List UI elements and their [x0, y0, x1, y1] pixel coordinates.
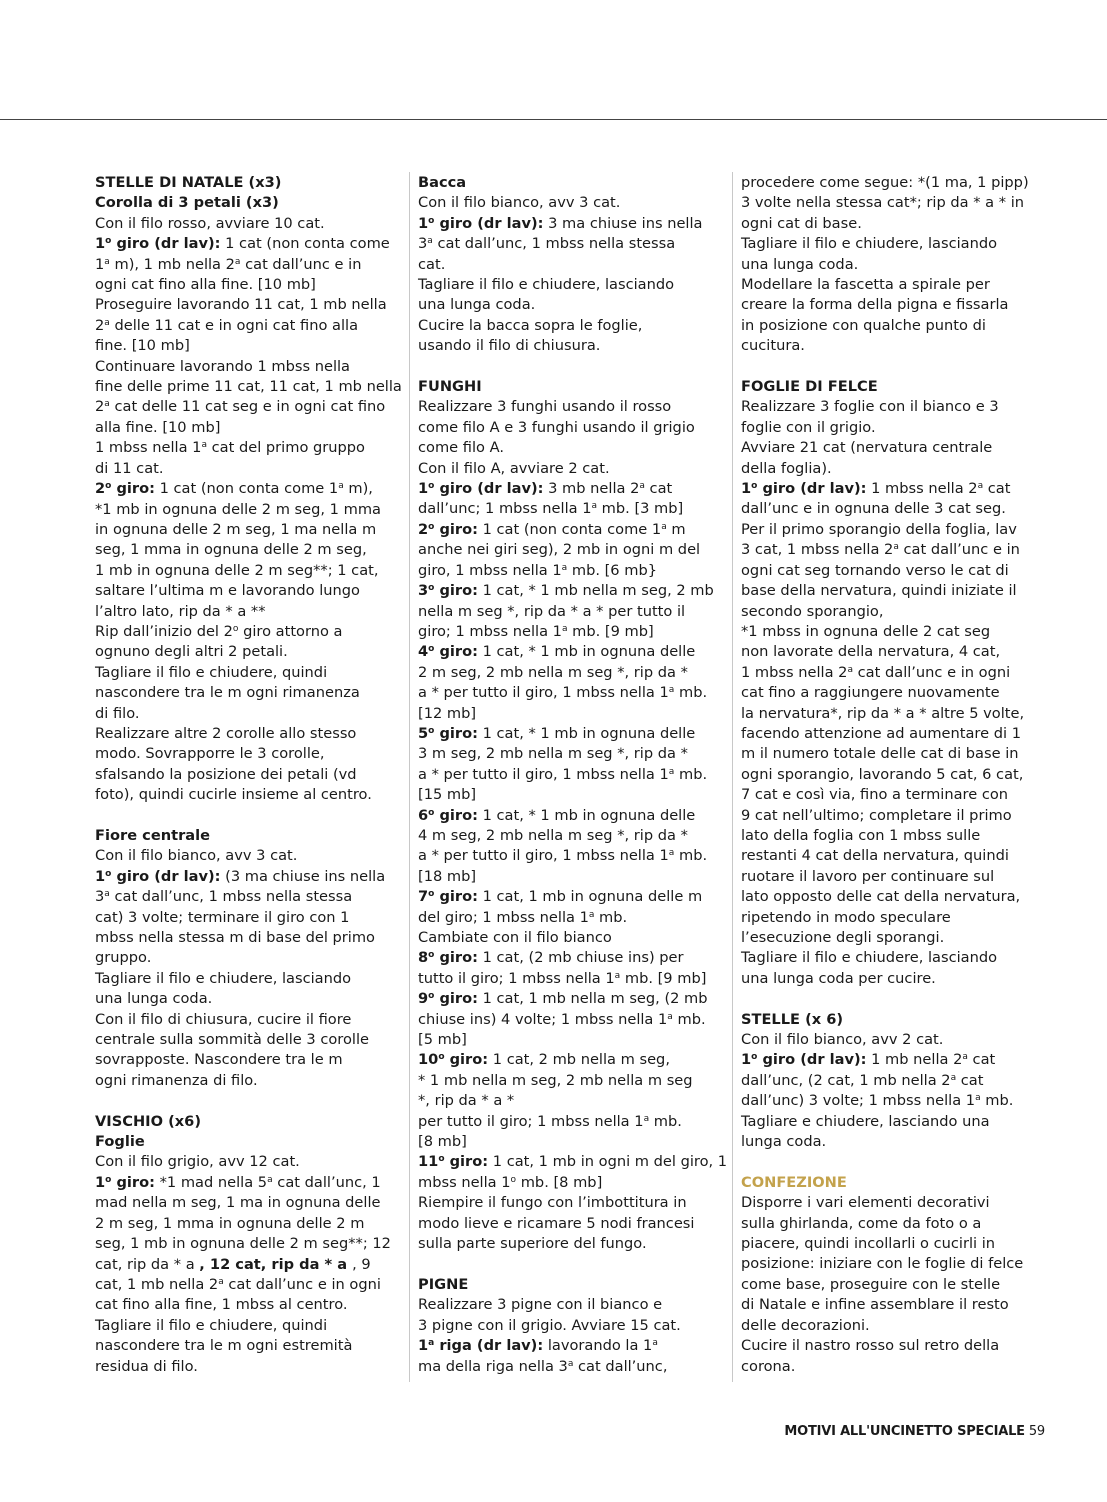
text-line: Tagliare il filo e chiudere, lasciando: [741, 949, 998, 967]
text-line: alla fine. [10 mb]: [95, 418, 221, 436]
text-line: 1 mb in ognuna delle 2 m seg**; 1 cat,: [95, 561, 379, 579]
text-line: 6$^o$ giro: 1 cat, * 1 mb in ognuna delle: [418, 806, 696, 824]
text-line: STELLE (x 6): [741, 1010, 844, 1028]
text-line: 1$^o$ giro (dr lav): (3 ma chiuse ins nella: [95, 867, 386, 885]
text-line: ogni cat di base.: [741, 214, 862, 232]
text-line: per tutto il giro; 1 mbss nella 1$^a$ mb.: [418, 1112, 682, 1130]
text-line: 4 m seg, 2 mb nella m seg *, rip da *: [418, 826, 688, 844]
text-line: una lunga coda.: [418, 296, 536, 314]
text-line: 1$^o$ giro (dr lav): 1 cat (non conta come: [95, 235, 390, 253]
text-line: 1$^a$ riga (dr lav): lavorando la 1$^a$: [418, 1337, 658, 1355]
text-line: lato della foglia con 1 mbss sulle: [741, 826, 981, 844]
text-line: centrale sulla sommità delle 3 corolle: [95, 1031, 369, 1049]
text-line: del giro; 1 mbss nella 1$^a$ mb.: [418, 908, 628, 926]
text-line: piacere, quindi incollarli o cucirli in: [741, 1235, 996, 1253]
text-line: Con il filo bianco, avv 3 cat.: [95, 847, 298, 865]
text-column-3: [741, 173, 1061, 1377]
text-line: Cucire il nastro rosso sul retro della: [741, 1337, 1000, 1355]
text-line: posizione: iniziare con le foglie di felce: [741, 1255, 1024, 1273]
text-line: ogni cat seg tornando verso le cat di: [741, 561, 1009, 579]
paragraph-gap: [741, 1152, 1061, 1172]
text-line: cat fino a raggiungere nuovamente: [741, 684, 1000, 702]
text-line: Con il filo A, avviare 2 cat.: [418, 459, 610, 477]
text-line: dall’unc) 3 volte; 1 mbss nella 1$^a$ mb.: [741, 1092, 1014, 1110]
text-line: Proseguire lavorando 11 cat, 1 mb nella: [95, 296, 387, 314]
text-line: sulla ghirlanda, come da foto o a: [741, 1214, 982, 1232]
text-line: Fiore centrale: [95, 826, 211, 844]
text-line: 3$^a$ cat dall’unc, 1 mbss nella stessa: [418, 235, 676, 253]
text-line: 1$^o$ giro (dr lav): 3 mb nella 2$^a$ cat: [418, 480, 673, 498]
text-line: secondo sporangio,: [741, 602, 884, 620]
text-line: 3 m seg, 2 mb nella m seg *, rip da *: [418, 745, 688, 763]
text-line: ripetendo in modo speculare: [741, 908, 951, 926]
text-line: cucitura.: [741, 337, 805, 355]
text-line: Cambiate con il filo bianco: [418, 929, 612, 947]
text-line: 10$^o$ giro: 1 cat, 2 mb nella m seg,: [418, 1051, 670, 1069]
text-line: come filo A e 3 funghi usando il grigio: [418, 418, 695, 436]
text-line: mbss nella 1$^o$ mb. [8 mb]: [418, 1173, 603, 1191]
text-line: *1 mbss in ognuna delle 2 cat seg: [741, 622, 991, 640]
top-rule: [0, 119, 1107, 120]
text-line: Realizzare altre 2 corolle allo stesso: [95, 724, 357, 742]
text-line: 2$^o$ giro: 1 cat (non conta come 1$^a$ m),: [95, 480, 373, 498]
text-line: usando il filo di chiusura.: [418, 337, 601, 355]
text-line: una lunga coda.: [741, 255, 859, 273]
text-line: 3 cat, 1 mbss nella 2$^a$ cat dall’unc e in: [741, 541, 1020, 559]
text-line: seg, 1 mb in ognuna delle 2 m seg**; 12: [95, 1235, 391, 1253]
text-line: corona.: [741, 1357, 796, 1375]
text-line: sovrapposte. Nascondere tra le m: [95, 1051, 343, 1069]
text-line: 1$^o$ giro (dr lav): 1 mb nella 2$^a$ cat: [741, 1051, 996, 1069]
text-line: *1 mb in ognuna delle 2 m seg, 1 mma: [95, 500, 381, 518]
text-line: Tagliare il filo e chiudere, lasciando: [418, 276, 675, 294]
text-line: la nervatura*, rip da * a * altre 5 volte,: [741, 704, 1025, 722]
text-line: lato opposto delle cat della nervatura,: [741, 888, 1021, 906]
text-line: [12 mb]: [418, 704, 477, 722]
page-number: 59: [1028, 1424, 1045, 1439]
text-line: dall’unc, (2 cat, 1 mb nella 2$^a$ cat: [741, 1071, 984, 1089]
text-line: Corolla di 3 petali (x3): [95, 194, 279, 212]
text-line: Tagliare il filo e chiudere, quindi: [95, 1316, 328, 1334]
text-line: [8 mb]: [418, 1133, 467, 1151]
text-line: gruppo.: [95, 949, 152, 967]
text-line: Tagliare e chiudere, lasciando una: [741, 1112, 990, 1130]
magazine-name: MOTIVI ALL'UNCINETTO SPECIALE: [784, 1424, 1025, 1439]
text-line: ogni rimanenza di filo.: [95, 1071, 258, 1089]
text-line: giro; 1 mbss nella 1$^a$ mb. [9 mb]: [418, 622, 654, 640]
text-line: dall’unc; 1 mbss nella 1$^a$ mb. [3 mb]: [418, 500, 684, 518]
text-line: Tagliare il filo e chiudere, lasciando: [741, 235, 998, 253]
text-line: sfalsando la posizione dei petali (vd: [95, 765, 357, 783]
text-line: modo. Sovrapporre le 3 corolle,: [95, 745, 325, 763]
text-line: nascondere tra le m ogni estremità: [95, 1337, 353, 1355]
text-line: anche nei giri seg), 2 mb in ogni m del: [418, 541, 701, 559]
text-line: fine. [10 mb]: [95, 337, 190, 355]
text-line: mbss nella stessa m di base del primo: [95, 929, 375, 947]
text-line: 1$^o$ giro (dr lav): 1 mbss nella 2$^a$ cat: [741, 480, 1011, 498]
paragraph-gap: [741, 357, 1061, 377]
column-divider: [732, 172, 733, 1382]
text-line: lunga coda.: [741, 1133, 827, 1151]
text-line: base della nervatura, quindi iniziate il: [741, 582, 1017, 600]
text-line: 2 m seg, 1 mma in ognuna delle 2 m: [95, 1214, 365, 1232]
text-line: Per il primo sporangio della foglia, lav: [741, 520, 1017, 538]
text-column-1: [95, 173, 405, 1377]
text-line: Con il filo bianco, avv 2 cat.: [741, 1031, 944, 1049]
text-line: della foglia).: [741, 459, 832, 477]
text-line: una lunga coda.: [95, 990, 213, 1008]
text-line: in ognuna delle 2 m seg, 1 ma nella m: [95, 520, 377, 538]
text-line: VISCHIO (x6): [95, 1112, 201, 1130]
text-line: Disporre i vari elementi decorativi: [741, 1194, 990, 1212]
text-line: * 1 mb nella m seg, 2 mb nella m seg: [418, 1071, 693, 1089]
text-line: Tagliare il filo e chiudere, lasciando: [95, 969, 352, 987]
text-line: modo lieve e ricamare 5 nodi francesi: [418, 1214, 695, 1232]
text-line: 3 pigne con il grigio. Avviare 15 cat.: [418, 1316, 681, 1334]
text-line: l’altro lato, rip da * a **: [95, 602, 266, 620]
text-line: ogni cat fino alla fine. [10 mb]: [95, 276, 316, 294]
paragraph-gap: [95, 1091, 405, 1111]
text-line: PIGNE: [418, 1275, 469, 1293]
text-line: 4$^o$ giro: 1 cat, * 1 mb in ognuna delle: [418, 643, 696, 661]
text-line: procedere come segue: *(1 ma, 1 pipp): [741, 174, 1029, 191]
text-line: cat.: [418, 255, 446, 273]
text-line: nascondere tra le m ogni rimanenza: [95, 684, 360, 702]
text-line: cat fino alla fine, 1 mbss al centro.: [95, 1296, 348, 1314]
text-line: 2$^a$ delle 11 cat e in ogni cat fino alla: [95, 316, 359, 334]
text-line: nella m seg *, rip da * a * per tutto il: [418, 602, 686, 620]
text-line: 2$^a$ cat delle 11 cat seg e in ogni cat fino: [95, 398, 386, 416]
text-line: Con il filo di chiusura, cucire il fiore: [95, 1010, 352, 1028]
text-line: di Natale e infine assemblare il resto: [741, 1296, 1009, 1314]
text-line: 1 mbss nella 2$^a$ cat dall’unc e in ogni: [741, 663, 1011, 681]
text-line: STELLE DI NATALE (x3): [95, 174, 282, 191]
text-line: tutto il giro; 1 mbss nella 1$^a$ mb. [9 mb]: [418, 969, 707, 987]
text-line: 9 cat nell’ultimo; completare il primo: [741, 806, 1012, 824]
paragraph-gap: [741, 989, 1061, 1009]
text-line: 1$^o$ giro: *1 mad nella 5$^a$ cat dall’unc, 1: [95, 1173, 381, 1191]
text-line: ma della riga nella 3$^a$ cat dall’unc,: [418, 1357, 668, 1375]
text-line: 2 m seg, 2 mb nella m seg *, rip da *: [418, 663, 688, 681]
page-footer: [784, 1424, 1045, 1439]
text-line: 1$^a$ m), 1 mb nella 2$^a$ cat dall’unc e in: [95, 255, 362, 273]
text-line: 3$^a$ cat dall’unc, 1 mbss nella stessa: [95, 888, 353, 906]
text-line: foglie con il grigio.: [741, 418, 876, 436]
text-line: Foglie: [95, 1133, 145, 1151]
text-line: delle decorazioni.: [741, 1316, 870, 1334]
text-line: m il numero totale delle cat di base in: [741, 745, 1019, 763]
text-line: ruotare il lavoro per continuare sul: [741, 867, 995, 885]
text-line: mad nella m seg, 1 ma in ognuna delle: [95, 1194, 381, 1212]
text-line: Tagliare il filo e chiudere, quindi: [95, 663, 328, 681]
text-line: 3$^o$ giro: 1 cat, * 1 mb nella m seg, 2 mb: [418, 582, 714, 600]
text-line: Realizzare 3 foglie con il bianco e 3: [741, 398, 999, 416]
text-line: residua di filo.: [95, 1357, 198, 1375]
text-line: *, rip da * a *: [418, 1092, 515, 1110]
text-line: chiuse ins) 4 volte; 1 mbss nella 1$^a$ mb.: [418, 1010, 706, 1028]
text-line: 7$^o$ giro: 1 cat, 1 mb in ognuna delle m: [418, 888, 703, 906]
text-line: ognuno degli altri 2 petali.: [95, 643, 288, 661]
text-line: 9$^o$ giro: 1 cat, 1 mb nella m seg, (2 mb: [418, 990, 708, 1008]
text-line: a * per tutto il giro, 1 mbss nella 1$^a$ mb.: [418, 765, 708, 783]
text-line: cat, rip da * a , 12 cat, rip da * a , 9: [95, 1255, 371, 1273]
text-line: in posizione con qualche punto di: [741, 316, 986, 334]
text-line: Bacca: [418, 174, 467, 191]
text-line: restanti 4 cat della nervatura, quindi: [741, 847, 1009, 865]
text-line: di filo.: [95, 704, 140, 722]
text-line: Rip dall’inizio del 2$^o$ giro attorno a: [95, 622, 343, 640]
text-line: sulla parte superiore del fungo.: [418, 1235, 647, 1253]
text-line: FOGLIE DI FELCE: [741, 378, 878, 396]
text-line: creare la forma della pigna e fissarla: [741, 296, 1009, 314]
text-line: [5 mb]: [418, 1031, 467, 1049]
text-line: 1 mbss nella 1$^a$ cat del primo gruppo: [95, 439, 365, 457]
text-line: di 11 cat.: [95, 459, 164, 477]
text-line: Realizzare 3 pigne con il bianco e: [418, 1296, 663, 1314]
text-line: [15 mb]: [418, 786, 477, 804]
paragraph-gap: [418, 1255, 728, 1275]
text-line: 8$^o$ giro: 1 cat, (2 mb chiuse ins) per: [418, 949, 684, 967]
text-line: come base, proseguire con le stelle: [741, 1275, 1001, 1293]
paragraph-gap: [95, 806, 405, 826]
text-line: Modellare la fascetta a spirale per: [741, 276, 990, 294]
text-line: cat, 1 mb nella 2$^a$ cat dall’unc e in ogni: [95, 1275, 381, 1293]
text-line: a * per tutto il giro, 1 mbss nella 1$^a$ mb.: [418, 847, 708, 865]
text-line: facendo attenzione ad aumentare di 1: [741, 724, 1021, 742]
text-line: 3 volte nella stessa cat*; rip da * a * in: [741, 194, 1024, 212]
text-line: Con il filo rosso, avviare 10 cat.: [95, 214, 325, 232]
text-line: a * per tutto il giro, 1 mbss nella 1$^a$ mb.: [418, 684, 708, 702]
paragraph-gap: [418, 357, 728, 377]
text-line: fine delle prime 11 cat, 11 cat, 1 mb nella: [95, 378, 402, 396]
text-line: saltare l’ultima m e lavorando lungo: [95, 582, 360, 600]
text-line: CONFEZIONE: [741, 1173, 847, 1191]
text-column-2: [418, 173, 728, 1377]
text-line: 5$^o$ giro: 1 cat, * 1 mb in ognuna delle: [418, 724, 696, 742]
text-line: 7 cat e così via, fino a terminare con: [741, 786, 1009, 804]
text-line: Cucire la bacca sopra le foglie,: [418, 316, 643, 334]
text-line: Realizzare 3 funghi usando il rosso: [418, 398, 672, 416]
text-line: come filo A.: [418, 439, 504, 457]
text-line: Con il filo bianco, avv 3 cat.: [418, 194, 621, 212]
text-line: seg, 1 mma in ognuna delle 2 m seg,: [95, 541, 367, 559]
text-line: Con il filo grigio, avv 12 cat.: [95, 1153, 300, 1171]
text-line: cat) 3 volte; terminare il giro con 1: [95, 908, 350, 926]
text-line: giro, 1 mbss nella 1$^a$ mb. [6 mb}: [418, 561, 657, 579]
text-line: Riempire il fungo con l’imbottitura in: [418, 1194, 687, 1212]
text-line: una lunga coda per cucire.: [741, 969, 936, 987]
column-divider: [409, 172, 410, 1382]
text-line: non lavorate della nervatura, 4 cat,: [741, 643, 1001, 661]
text-line: Avviare 21 cat (nervatura centrale: [741, 439, 993, 457]
text-line: [18 mb]: [418, 867, 477, 885]
text-line: ogni sporangio, lavorando 5 cat, 6 cat,: [741, 765, 1024, 783]
text-line: 1$^o$ giro (dr lav): 3 ma chiuse ins nella: [418, 214, 703, 232]
text-line: Continuare lavorando 1 mbss nella: [95, 357, 350, 375]
text-line: 11$^o$ giro: 1 cat, 1 mb in ogni m del giro, 1: [418, 1153, 728, 1171]
text-line: 2$^o$ giro: 1 cat (non conta come 1$^a$ m: [418, 520, 686, 538]
text-line: FUNGHI: [418, 378, 482, 396]
text-line: dall’unc e in ognuna delle 3 cat seg.: [741, 500, 1006, 518]
text-line: l’esecuzione degli sporangi.: [741, 929, 945, 947]
text-line: foto), quindi cucirle insieme al centro.: [95, 786, 372, 804]
